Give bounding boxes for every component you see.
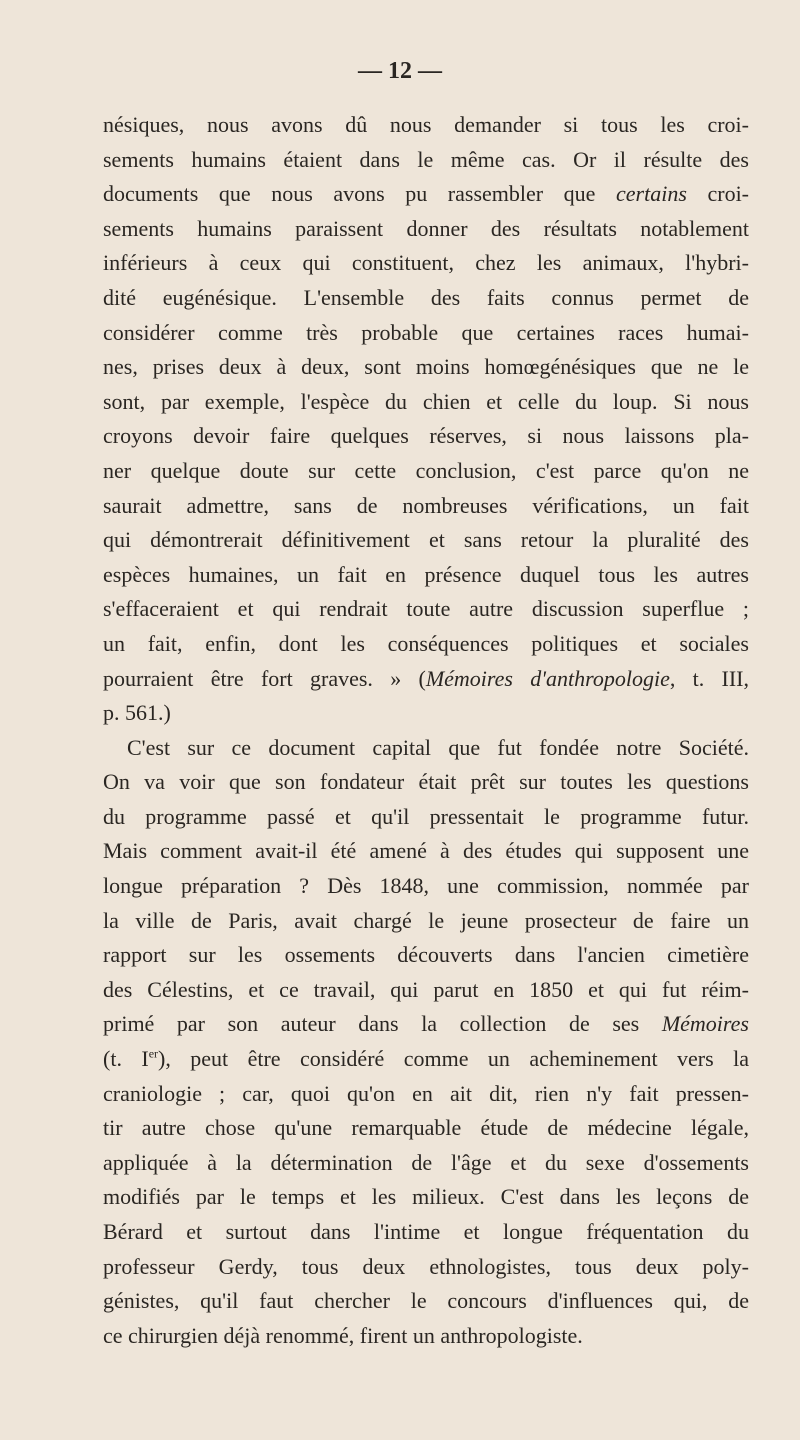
text-line [103,973,749,1008]
text-line [103,1284,749,1319]
text-line [103,523,749,558]
text-run: nes, prises deux à deux, sont moins homœgénésiques que ne le [103,354,749,380]
text-run: primé par son auteur dans la collection de ses [103,1011,662,1037]
text-run: croi- [686,181,750,207]
text-run: professeur Gerdy, tous deux ethnologistes, tous deux poly- [103,1253,749,1279]
text-run: On va voir que son fondateur était prêt sur toutes les questions [103,769,749,795]
text-run: ce chirurgien déjà renommé, firent un anthropologiste. [103,1322,583,1348]
text-line [103,350,749,385]
text-run: génistes, qu'il faut chercher le concours d'influences qui, de [103,1288,749,1314]
text-line [103,1007,749,1042]
italic-text: certains [616,181,687,207]
text-line [103,731,749,766]
text-line [103,800,749,835]
text-run: Bérard et surtout dans l'intime et longue fréquentation du [103,1219,749,1244]
text-run: dité eugénésique. L'ensemble des faits connus permet de [103,284,749,310]
text-line [103,143,749,178]
text-line [103,1146,749,1181]
text-line [103,177,749,212]
text-line [103,281,749,316]
text-run: sements humains paraissent donner des résultats notablement [103,215,749,241]
text-line [103,765,749,800]
text-run: pourraient être fort graves. » ( [103,665,426,691]
text-run: espèces humaines, un fait en présence duquel tous les autres [103,561,749,587]
text-run: nésiques, nous avons dû nous demander si tous les croi- [103,112,749,137]
text-line [103,385,749,420]
text-line [103,1319,749,1354]
text-line [103,454,749,489]
superscript: er [148,1046,159,1061]
text-run: sont, par exemple, l'espèce du chien et celle du loup. Si nous [103,388,749,414]
text-run: inférieurs à ceux qui constituent, chez les animaux, l'hybri- [103,250,749,276]
text-run: longue préparation ? Dès 1848, une commission, nommée par [103,873,749,899]
text-run: saurait admettre, sans de nombreuses vérifications, un fait [103,492,749,518]
text-line [103,1180,749,1215]
text-line [103,212,749,247]
text-run: (t. I [103,1046,149,1072]
italic-text: Mémoires d'anthropologie [425,665,670,691]
text-run: ), peut être considéré comme un acheminement vers la [158,1046,749,1072]
text-run: la ville de Paris, avait chargé le jeune prosecteur de faire un [103,907,749,933]
page-number: — 12 — [358,58,442,84]
text-line [103,592,749,627]
text-run: considérer comme très probable que certaines races humai- [103,319,749,345]
text-line [103,1077,749,1112]
text-run: un fait, enfin, dont les conséquences politiques et sociales [103,630,749,656]
text-run: tir autre chose qu'une remarquable étude de médecine légale, [103,1115,749,1141]
text-run: craniologie ; car, quoi qu'on en ait dit, rien n'y fait pressen- [103,1080,749,1106]
text-run: du programme passé et qu'il pressentait le programme futur. [103,803,749,829]
text-line [103,246,749,281]
text-line [103,696,749,731]
text-line [103,558,749,593]
text-run: sements humains étaient dans le même cas. Or il résulte des [103,146,749,172]
text-run: rapport sur les ossements découverts dans l'ancien cimetière [103,942,749,968]
text-line [103,627,749,662]
text-line [103,869,749,904]
text-run: Mais comment avait-il été amené à des études qui supposent une [103,838,749,864]
text-line [103,662,749,697]
text-line [103,1250,749,1285]
text-run: appliquée à la détermination de l'âge et du sexe d'ossements [103,1149,749,1175]
italic-text: Mémoires [661,1011,749,1037]
text-line [103,834,749,869]
text-line [103,108,749,143]
text-run: croyons devoir faire quelques réserves, si nous laissons pla- [103,423,749,449]
text-run: documents que nous avons pu rassembler que [103,181,617,207]
text-line [103,1111,749,1146]
text-run: C'est sur ce document capital que fut fondée notre Société. [127,734,749,760]
text-line [103,419,749,454]
text-run: s'effaceraient et qui rendrait toute autre discussion superflue ; [103,596,749,622]
text-run: modifiés par le temps et les milieux. C'est dans les leçons de [103,1184,749,1210]
text-line [103,938,749,973]
text-run: , t. III, [669,665,750,691]
body-text [103,108,749,1353]
text-line [103,316,749,351]
text-run: ner quelque doute sur cette conclusion, c'est parce qu'on ne [103,457,749,483]
text-run: des Célestins, et ce travail, qui parut en 1850 et qui fut réim- [103,976,749,1002]
text-run: qui démontrerait définitivement et sans retour la pluralité des [103,527,749,553]
text-line [103,489,749,524]
text-line [103,1042,749,1077]
text-line [103,1215,749,1250]
text-line [103,904,749,939]
text-run: p. 561.) [103,700,171,726]
